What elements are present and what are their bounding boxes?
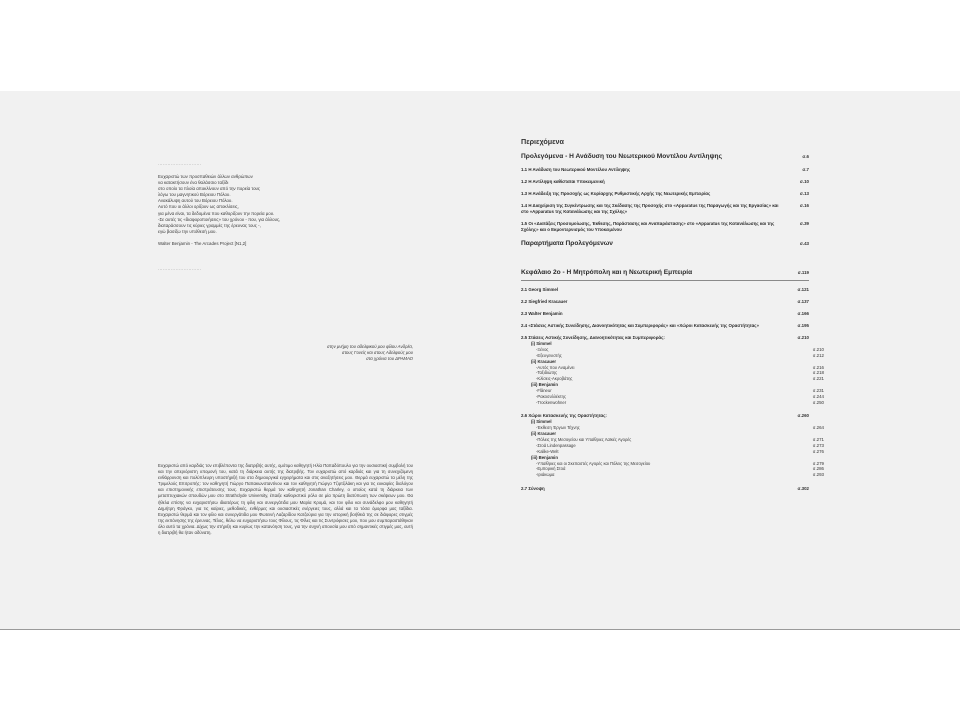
toc-page-number: σ.271	[812, 437, 824, 443]
toc-entry-title: 2.2 Siegfried Kracauer	[521, 299, 568, 304]
toc-title: Περιεχόμενα	[521, 137, 564, 146]
toc-page-number: σ.13	[799, 191, 809, 196]
toc-entry-title: -Ιριάκωμα	[536, 472, 555, 478]
toc-entry[interactable]	[521, 167, 809, 173]
toc-entry-title: -Εξευγενιστής	[536, 352, 562, 358]
toc-entry-title: 2.4 «Στάσεις Αστικής Συνείδησης, Διανοητικότητας και Συμπεριφοράς» και «Χώροι Κατασκευής της Οραστήτητας»	[521, 323, 759, 328]
toc-page-number: σ.250	[812, 399, 824, 405]
toc-page-number: σ.264	[812, 425, 824, 431]
toc-entry-title: 2.3 Walter Benjamin	[521, 311, 563, 316]
toc-subgroup-title: (ii) Kracauer	[531, 358, 557, 364]
toc-page-number: σ.221	[812, 376, 824, 382]
toc-subgroup-title: (iii) Benjamin	[531, 381, 558, 387]
bottom-rule	[0, 629, 960, 630]
toc-entry[interactable]	[521, 191, 809, 197]
epigraph-line: Ανακάλυψη αυτού του Βόρειου Πόλου.	[158, 198, 233, 204]
toc-entry-title: -Στοά Lindenpassage	[536, 442, 576, 448]
toc-entry-title: -Εμπορική Στοά	[536, 466, 566, 472]
toc-page-number: σ.210	[812, 347, 824, 352]
toc-page-number: σ.286	[812, 466, 824, 472]
toc-page-number: σ.137	[797, 299, 809, 304]
toc-entry-title: 1.2 Η Αντίληψη καθίσταται Υποκειμενική	[521, 179, 605, 184]
toc-entry[interactable]	[521, 299, 809, 305]
toc-entry-title: Κεφάλαιο 2ο - Η Μητρόπολη και η Νεωτερική Εμπειρία	[521, 269, 693, 276]
toc-entry-title: -Κλίσεις-Ακροβάτης	[536, 376, 573, 382]
toc-entry-title: -Υπαίθριες και οι Σκεπαστές Αγορές και Πόλεις της Μεσογείου	[536, 460, 651, 466]
toc-page-number: σ.121	[797, 287, 809, 292]
epigraph-line: διαταράσσουν τις κύριες γραμμές της έρευνας τους -,	[158, 222, 261, 228]
toc-page-number: σ.273	[812, 442, 824, 448]
toc-entry[interactable]	[521, 486, 809, 492]
toc-entry[interactable]	[521, 287, 809, 293]
toc-page-number: σ.260	[797, 413, 809, 419]
toc-entry-title: -Flâneur	[536, 387, 552, 393]
toc-entry-title: 1.5 Οι «Διατάξεις Προσομοίωσης, Έκθεσης, Παράστασης και Αναπαράστασης» στο «Apparatus της Κατανάλωσης και της Σχόλης» και ο Εκμοντερνισμός του Υποκειμένου	[521, 221, 775, 232]
toc-entry-title: -Ρακοσυλλέκτης	[536, 393, 567, 399]
toc-entry-title: -Ξένος	[536, 347, 549, 352]
separator-dots-bottom: ...........................	[158, 266, 202, 271]
toc-entry-title: -Έκθεση Έργων Τέχνης	[536, 425, 580, 431]
toc-page-number: σ.302	[797, 485, 809, 491]
toc-page-number: σ.210	[797, 335, 809, 340]
toc-chapter-prolegomena[interactable]	[521, 153, 809, 160]
left-page	[0, 91, 480, 629]
epigraph-line: -Σε αυτές τις «διαφοροποιήσεις» του χρόνου - που, για άλλους,	[158, 216, 281, 222]
toc-entry[interactable]	[521, 311, 809, 317]
dedication-line: στα χρόνια του ΔΡΑΜΑΟ	[366, 356, 413, 361]
dedication-line: στους Γονείς και στους Αδελφούς μου	[341, 350, 413, 355]
toc-entry-title: -Trockenwohner	[536, 399, 567, 405]
toc-subgroup-title: (i) Simmel	[531, 341, 552, 346]
toc-entry-title: -Αυτός που Αναμένει	[536, 364, 575, 370]
toc-entry-title: -Kalike-Welt	[536, 448, 559, 454]
toc-page-number: σ.10	[799, 179, 809, 184]
toc-page-number: σ.276	[812, 448, 824, 454]
toc-entry-title: 1.4 Η Διαχείριση της Συγκέντρωσης και της Σκέδασης της Προσοχής στο «Apparatus της Παραγωγής και της Εργασίας» και στο «Apparatus της Κατανάλωσης και της Σχόλης»	[521, 203, 779, 214]
toc-page-number: σ.119	[797, 270, 809, 275]
epigraph-source: Walter Benjamin - The Arcades Project [N1,2]	[158, 240, 247, 246]
separator-dots-top: ...........................	[158, 161, 202, 166]
toc-entry-title: 2.6 Χώροι Κατασκευής της Οραστήτητας:	[521, 413, 607, 419]
toc-page-number: σ.39	[799, 221, 809, 226]
toc-entry-title: Παραρτήματα Προλεγόμενων	[521, 240, 613, 247]
toc-chapter-2[interactable]	[521, 269, 809, 276]
toc-appendix[interactable]	[521, 240, 809, 247]
toc-subgroup-title: (i) Simmel	[531, 419, 552, 425]
epigraph-line: στο οποίο τα πλοία αποκλίνουν από την πορεία τους	[158, 186, 261, 192]
toc-page-number: σ.16	[799, 203, 809, 208]
toc-entry-title: -Ταξιδιώτης	[536, 370, 558, 376]
toc-entry-title: Προλεγόμενα - Η Ανάδυση του Νεωτερικού Μοντέλου Αντίληψης	[521, 153, 722, 160]
toc-subentry[interactable]	[521, 400, 824, 406]
toc-entry[interactable]	[521, 203, 809, 215]
epigraph-line: Αυτό που οι άλλοι ορίζουν ως αποκλίσεις,	[158, 204, 239, 210]
toc-page-number: σ.7	[802, 167, 809, 172]
epigraph-line: Ευχαριστώ των προσπαθειών άλλων ανθρώπων	[158, 174, 253, 179]
toc-page-number: σ.212	[812, 352, 824, 358]
epigraph-line: εγώ βασίζω την υπόθεσή μου.	[158, 228, 217, 234]
toc-entry[interactable]	[521, 221, 809, 233]
toc-entry-title: 2.1 Georg Simmel	[521, 287, 559, 292]
epigraph-line: για μένα είναι, τα δεδομένα που καθορίζουν την πορεία μου.	[158, 210, 275, 216]
toc-subentry[interactable]	[521, 472, 824, 478]
toc-entry-title: 2.7 Σύνοψη	[521, 485, 545, 491]
toc-page-number: σ.244	[812, 393, 824, 399]
toc-entry-title: 1.3 Η Ανάδειξη της Προσοχής ως Κυρίαρχης Ρυθμιστικής Αρχής της Νεωτερικής Εμπειρίας	[521, 191, 711, 196]
acknowledgements-text: Ευχαριστώ από καρδιάς τον επιβλέποντα της διατριβής αυτής, ομότιμο καθηγητή Ηλία Παπαδόπουλο για την ουσιαστική συμβολή του και την απεριόριστη υπομονή του, κατά τη διάρκεια αυτής της διατριβής. Τον ευχαριστώ από καρδιάς και για τη συνεχιζόμενη ενθάρρυνση και πολύπλευρη υποστήριξή του στα δημιουργικά εγχειρήματα και στις αναζητήσεις μου. Θερμά ευχαριστώ τα μέλη της Τριμελούς Επιτροπής: τον καθηγητή Γιώργο Παπακωνσταντίνου και τον καθηγητή Γιώργο Τζιρτζιλάκη και για τις ευκαιρίες διαλόγου και επιστημονικής επιστράτευσης τους. Ευχαριστώ θερμά τον καθηγητή Jonathan Charley, ο οποίος κατά τη διάρκεια των μεταπτυχιακών σπουδών μου στο Strathclyde University, έπαιξε καθοριστικό ρόλο σε μία πρώτη διατύπωση των σκέψεων μου. Θα ήθελα επίσης να ευχαριστήσω ιδιαιτέρως τη φίλη και συνεργάτιδα μου Μαρία Κρομά, και τον φίλο και συνάδελφο μου καθηγητή Δημήτρη Φράγκο, για τις καίριες, μεθοδικές, ενθέρμες και ουσιαστικές ενέργειες τους, αλλά και τα τόσα όμορφα μας ταξίδια. Ευχαριστώ θερμά και τον φίλο και συνεργάτιδα μου Φωτεινή Λαζαρίδου Κατζούρια για την ιστορική βοήθειά της σε διάφορες στιγμές της εκπόνησης της έρευνας. Τέλος, θέλω να ευχαριστήσω τους Φίλους, τις Φίλες και τις Συντρόφισες μου, που μου συμπαραστάθηκαν όλο αυτό τα χρόνια. Δίχως την στήριξη και κυρίως την κατανόηση τους, για την συχνή απουσία μου από σημαντικές στιγμές μας, αυτή η διατριβή θα ήταν αδύνατη.	[158, 463, 413, 536]
table-of-contents	[521, 137, 824, 492]
dedication-line: στην μνήμη του αδελφικού μου φίλου Ανδρέα,	[326, 344, 413, 349]
toc-entry[interactable]	[521, 323, 809, 329]
toc-page-number: σ.195	[797, 323, 809, 328]
book-spread	[0, 91, 960, 629]
toc-entry-title: -Πόλεις της Μεσογείου και Υπαίθριες Λαϊκές Αγορές	[536, 437, 632, 443]
dedication	[270, 344, 413, 362]
toc-page-number: σ.166	[797, 311, 809, 316]
toc-page-number: σ.293	[812, 472, 824, 478]
toc-entry-title: 2.5 Στάσεις Αστικής Συνείδησης, Διανοητικότητας και Συμπεριφοράς:	[521, 335, 665, 340]
toc-subgroup-title: (ii) Kracauer	[531, 431, 557, 437]
toc-subgroup-title: (iii) Benjamin	[531, 454, 558, 460]
toc-divider	[521, 280, 809, 281]
toc-page-number: σ.6	[802, 154, 809, 159]
toc-page-number: σ.218	[812, 370, 824, 376]
toc-page-number: σ.216	[812, 364, 824, 370]
toc-entry[interactable]	[521, 179, 809, 185]
toc-entry-title: 1.1 Η Ανάδυση του Νεωτερικού Μοντέλου Αντίληψης	[521, 167, 631, 172]
epigraph-line: λόγω του μαγνητικού Βόρειου Πόλου.	[158, 192, 231, 198]
epigraph-line: να κατακτήσουν ένα θαλάσσιο ταξίδι	[158, 180, 229, 186]
toc-page-number: σ.231	[812, 387, 824, 393]
epigraph	[158, 174, 458, 247]
toc-page-number: σ.43	[799, 241, 809, 246]
toc-page-number: σ.279	[812, 460, 824, 466]
